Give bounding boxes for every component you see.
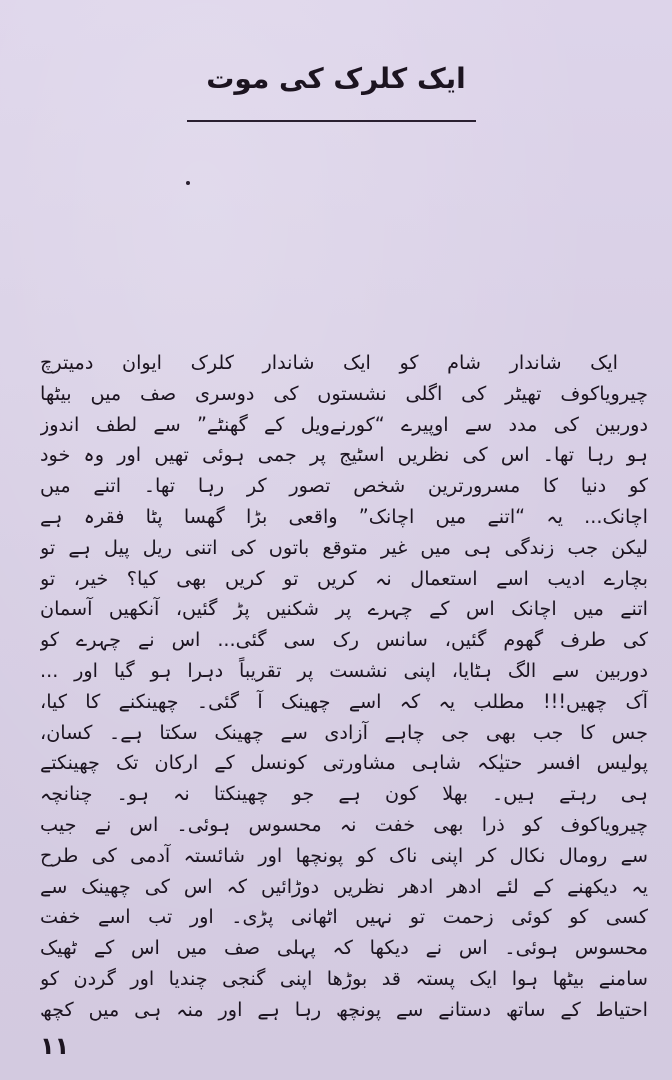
text-line: ہی رہتے ہیں۔ بھلا کون ہے جو چھینکتا نہ ہو۔ چنانچہ	[40, 782, 648, 806]
body-text	[40, 348, 648, 1026]
text-line: دوربین سے الگ ہٹایا، اپنی نشست پر تقریباً دہرا ہو گیا اور ...	[40, 658, 648, 682]
text-line: محسوس ہوئی۔ اس نے دیکھا کہ پہلی صف میں اس کے ٹھیک	[40, 936, 648, 960]
text-line: لیکن جب زندگی ہی میں غیر متوقع باتوں کی اتنی ریل پیل ہے تو	[40, 535, 648, 559]
text-line: چیرویاکوف کو ذرا بھی خفت نہ محسوس ہوئی۔ اس نے جیب	[40, 812, 648, 836]
text-line: دوربین کی مدد سے اوپیرے “کورنےویل کے گھنٹے” سے لطف اندوز	[40, 412, 648, 436]
text-line: کی طرف گھوم گئیں، سانس رک سی گئی... اس نے چہرے کو	[40, 628, 648, 652]
text-line: کو دنیا کا مسرورترین شخص تصور کر رہا تھا۔ اتنے میں	[40, 474, 648, 498]
page-number: ۱۱	[40, 1032, 70, 1060]
text-line: پولیس افسر حتیٰکہ شاہی مشاورتی کونسل کے ارکان تک چھینکتے	[40, 751, 648, 775]
text-line: چیرویاکوف تھیٹر کی اگلی نشستوں کی دوسری صف میں بیٹھا	[40, 381, 648, 405]
title-underline	[187, 120, 476, 122]
text-line: احتیاط کے ساتھ دستانے سے پونچھ رہا ہے اور منہ ہی میں کچھ	[40, 997, 648, 1021]
text-line: کسی کو کوئی زحمت تو نہیں اٹھانی پڑی۔ اور تب اسے خفت	[40, 905, 648, 929]
text-line: سامنے بیٹھا ہوا ایک پستہ قد بوڑھا اپنی گنجی چندیا اور گردن کو	[40, 966, 648, 990]
text-line: بچارے ادیب اسے استعمال نہ کریں تو کریں بھی کیا؟ خیر، تو	[40, 566, 648, 590]
text-line: ہو رہا تھا۔ اس کی نظریں اسٹیج پر جمی ہوئی تھیں اور وہ خود	[40, 443, 648, 467]
text-line: جس کا جب بھی جی چاہے آزادی سے چھینک سکتا ہے۔ کسان،	[40, 720, 648, 744]
text-line: اتنے میں اچانک اس کے چہرے پر شکنیں پڑ گئیں، آنکھیں آسمان	[40, 597, 648, 621]
ink-dot	[186, 181, 190, 185]
text-line: اچانک... یہ “اتنے میں اچانک” واقعی بڑا گھسا پٹا فقرہ ہے	[40, 504, 648, 528]
text-line: یہ دیکھنے کے لئے ادھر ادھر نظریں دوڑائیں کہ اس کی چھینک سے	[40, 874, 648, 898]
chapter-title: ایک کلرک کی موت	[206, 62, 466, 95]
text-line: سے رومال نکال کر اپنی ناک کو پونچھا اور شائستہ آدمی کی طرح	[40, 843, 648, 867]
text-line: آک چھیں!!! مطلب یہ کہ اسے چھینک آ گئی۔ چھینکنے کا کیا،	[40, 689, 648, 713]
text-line: ایک شاندار شام کو ایک شاندار کلرک ایوان دمیترچ	[40, 351, 618, 374]
